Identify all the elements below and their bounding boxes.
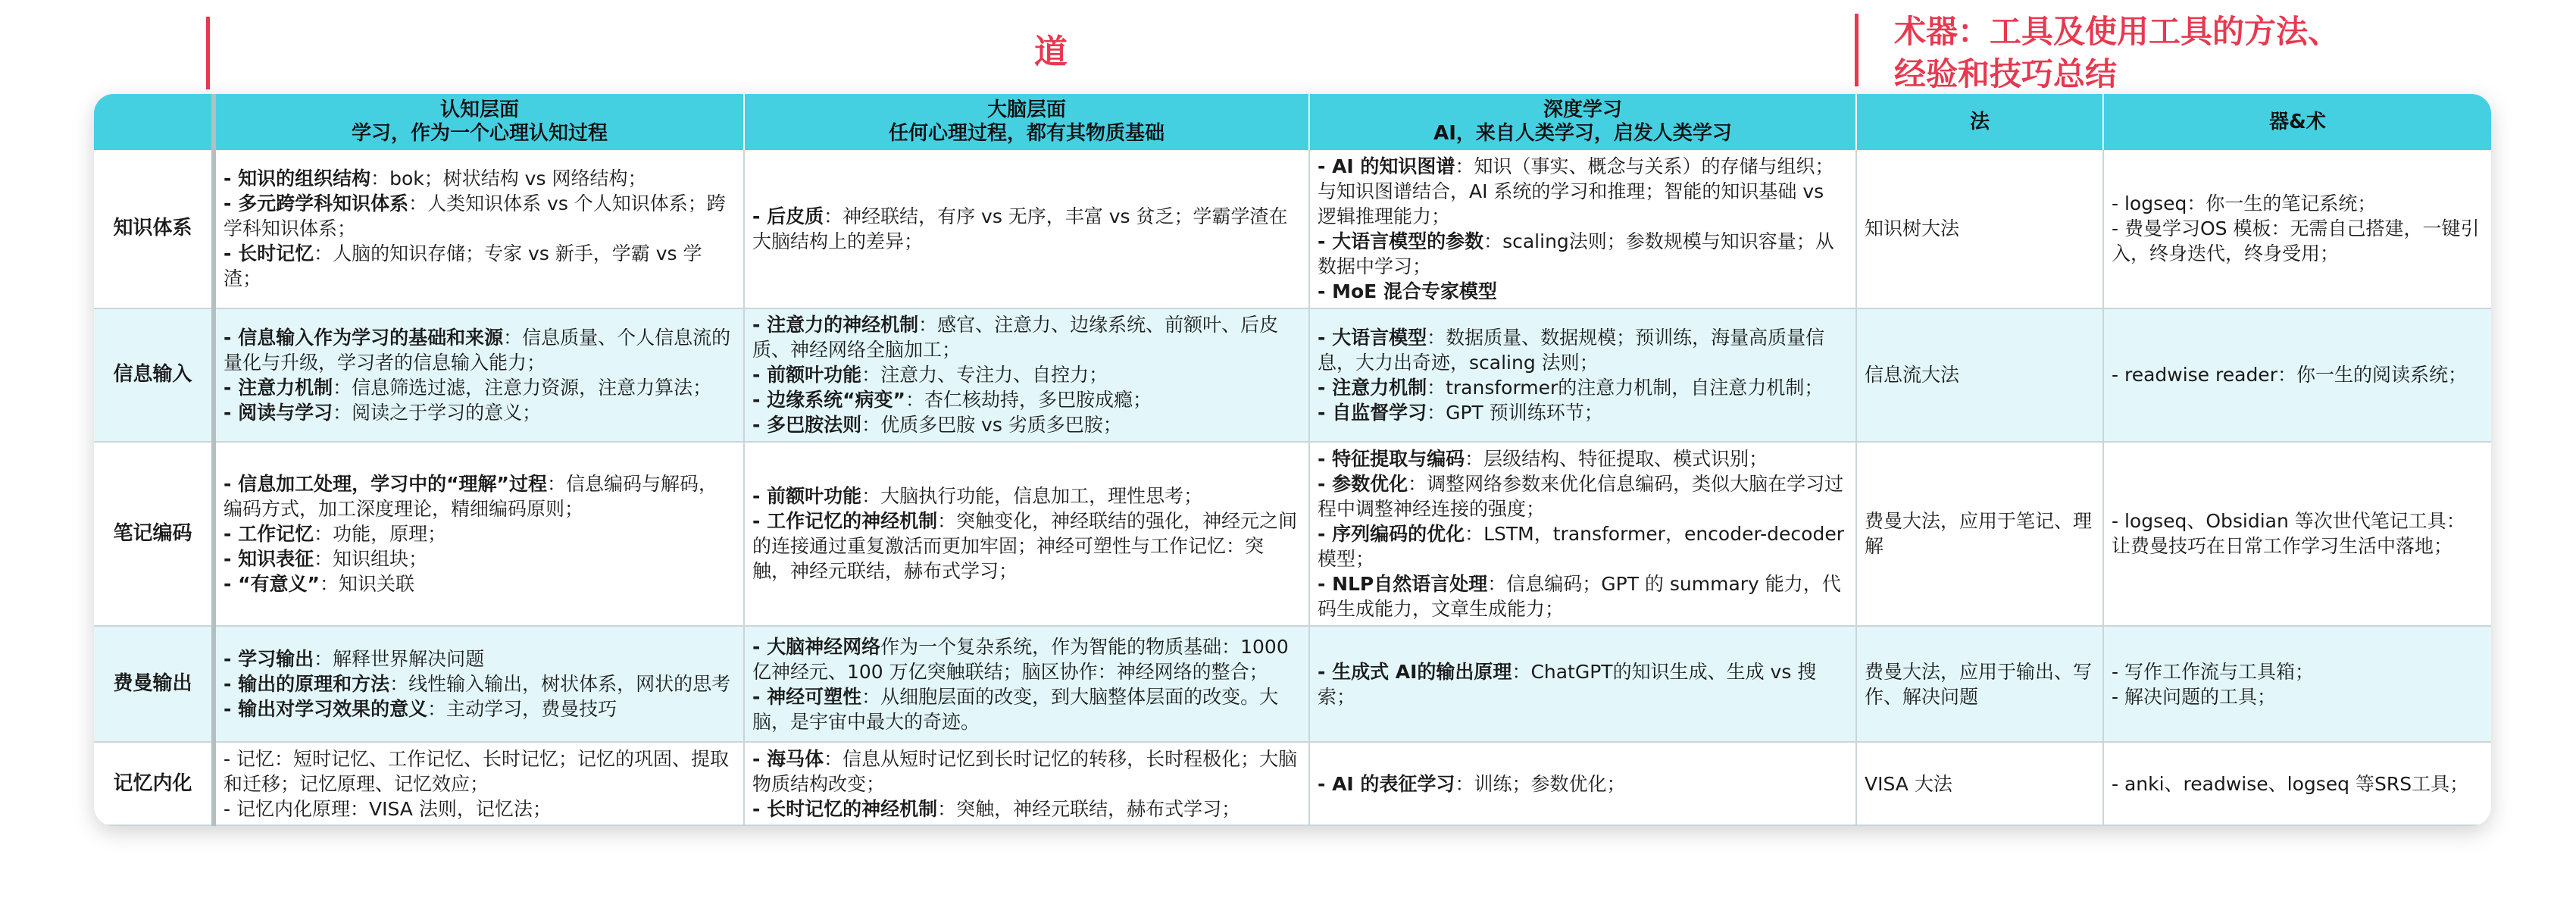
cell-line-text: - logseq：你一生的笔记系统； <box>2112 192 2377 215</box>
cell-line-text: - 记忆内化原理：VISA 法则，记忆法； <box>224 797 552 820</box>
cell-line-text: ：信息质量、个人信息流的量化与升级，学习者的信息输入能力； <box>224 326 731 374</box>
cell-line-term: - “有意义” <box>224 572 320 595</box>
cell-line <box>1318 375 1848 400</box>
cell-line-term: - 边缘系统“病变” <box>752 389 905 411</box>
cell-line-term: - NLP自然语言处理 <box>1318 572 1488 595</box>
row-label: 信息输入 <box>94 308 214 442</box>
cell-line-text: ：信息编码与解码，编码方式，加工深度理论，精细编码原则； <box>224 472 717 520</box>
cell-line <box>2112 771 2484 796</box>
cell-line <box>1318 400 1848 425</box>
cell-line-text: - logseq、Obsidian 等次世代笔记工具：让费曼技巧在日常工作学习生活中落地； <box>2112 510 2465 558</box>
cell-fa: VISA 大法 <box>1856 742 2103 825</box>
cell-line-text: ：知识组块； <box>314 547 428 570</box>
cell-cognitive <box>214 626 744 742</box>
header-corner <box>94 94 214 150</box>
cell-line-text: ：调整网络参数来优化信息编码，类似大脑在学习过程中调整神经连接的强度； <box>1318 472 1844 520</box>
cell-line-text: ：感官、注意力、边缘系统、前额叶、后皮质、神经网络全脑加工； <box>752 314 1279 361</box>
cell-dl <box>1309 442 1856 626</box>
cell-dl <box>1309 626 1856 742</box>
cell-line-text: ：数据质量、数据规模；预训练，海量高质量信息，大力出奇迹，scaling 法则； <box>1318 326 1825 374</box>
cell-line <box>224 671 736 696</box>
row-label: 费曼输出 <box>94 626 214 742</box>
cell-qishu <box>2103 150 2491 308</box>
cell-line-text: ：线性输入输出，树状体系，网状的思考 <box>389 673 731 695</box>
cell-line-term: - 阅读与学习 <box>224 401 333 424</box>
header-qishu <box>2103 94 2491 150</box>
cell-line <box>2112 191 2484 216</box>
cell-fa: 信息流大法 <box>1856 308 2103 442</box>
cell-line-term: - MoE 混合专家模型 <box>1318 280 1497 302</box>
cell-line <box>1318 325 1848 375</box>
header-fa <box>1856 94 2103 150</box>
cell-line <box>1318 446 1848 471</box>
table-row <box>94 626 2491 742</box>
cell-line-text: ：ChatGPT的知识生成、生成 vs 搜索； <box>1318 660 1817 708</box>
cell-line-text: ：知识（事实、概念与关系）的存储与组织；与知识图谱结合，AI 系统的学习和推理；智能的知识基础 vs 逻辑推理能力； <box>1318 155 1834 227</box>
cell-line <box>224 191 736 241</box>
cell-line-text: ：人脑的知识存储；专家 vs 新手，学霸 vs 学渣； <box>224 243 702 290</box>
row-label: 记忆内化 <box>94 742 214 825</box>
cell-line <box>1318 659 1848 709</box>
cell-line-term: - 注意力机制 <box>1318 376 1427 399</box>
cell-qishu <box>2103 626 2491 742</box>
cell-line <box>2112 509 2484 559</box>
shuqi-annotation: 术器：工具及使用工具的方法、经验和技巧总结 <box>1894 13 2340 92</box>
cell-line-term: - 序列编码的优化 <box>1318 522 1465 545</box>
header-deep-learning <box>1309 94 1856 150</box>
cell-line <box>752 796 1301 821</box>
cell-line-term: - 海马体 <box>752 747 824 770</box>
cell-dl <box>1309 150 1856 308</box>
cell-line <box>224 241 736 291</box>
cell-line <box>224 400 736 425</box>
left-red-marker <box>206 17 210 89</box>
cell-line-text: ：注意力、专注力、自控力； <box>861 364 1108 386</box>
cell-line <box>752 312 1301 362</box>
cell-line <box>752 362 1301 387</box>
cell-qishu <box>2103 742 2491 825</box>
cell-line-term: - 工作记忆 <box>224 522 314 545</box>
cell-fa: 知识树大法 <box>1856 150 2103 308</box>
cell-line-term: - 神经可塑性 <box>752 685 862 708</box>
cell-qishu <box>2103 308 2491 442</box>
cell-line <box>224 796 736 821</box>
cell-line <box>752 684 1301 734</box>
cell-line-text: - 写作工作流与工具箱； <box>2112 660 2314 683</box>
cell-line-text: ：信息从短时记忆到长时记忆的转移，长时程极化；大脑物质结构改变； <box>752 747 1298 795</box>
header-qishu-title: 器&术 <box>2269 110 2326 133</box>
header-brain-subtitle: 任何心理过程，都有其物质基础 <box>888 122 1165 145</box>
cell-line-term: - AI 的表征学习 <box>1318 772 1455 795</box>
cell-line-term: - 输出对学习效果的意义 <box>224 698 428 720</box>
cell-line-text: ：大脑执行功能，信息加工，理性思考； <box>861 485 1203 508</box>
cell-cognitive <box>214 442 744 626</box>
framework-table <box>94 94 2491 826</box>
cell-line-text: ：scaling法则；参数规模与知识容量；从数据中学习； <box>1318 230 1834 277</box>
table-body <box>94 150 2491 825</box>
header-cognitive-title: 认知层面 <box>439 99 519 121</box>
dao-annotation: 道 <box>1034 33 1068 71</box>
cell-line-text: ：GPT 预训练环节； <box>1427 401 1603 424</box>
cell-line-text: ：阅读之于学习的意义； <box>333 401 542 424</box>
cell-line-text: ：transformer的注意力机制，自注意力机制； <box>1427 376 1824 399</box>
cell-line-term: - 前额叶功能 <box>752 485 862 508</box>
row-label: 笔记编码 <box>94 442 214 626</box>
cell-line-text: ：知识关联 <box>319 572 414 595</box>
cell-line-term: - 信息加工处理，学习中的“理解”过程 <box>224 472 547 495</box>
cell-line <box>752 746 1301 796</box>
cell-line <box>1318 279 1848 304</box>
cell-line <box>224 646 736 671</box>
cell-line <box>224 325 736 375</box>
cell-line-term: - 知识的组织结构 <box>224 167 371 190</box>
cell-line-text: ：人类知识体系 vs 个人知识体系；跨学科知识体系； <box>224 192 726 240</box>
table-row <box>94 742 2491 825</box>
cell-line-term: - 自监督学习 <box>1318 401 1427 424</box>
cell-line-text: ：突触，神经元联结，赫布式学习； <box>937 797 1241 820</box>
cell-line-text: - anki、readwise、logseq 等SRS工具； <box>2112 772 2469 795</box>
cell-line-term: - 信息输入作为学习的基础和来源 <box>224 326 504 349</box>
cell-line <box>1318 154 1848 229</box>
cell-dl <box>1309 742 1856 825</box>
cell-cognitive <box>214 308 744 442</box>
cell-brain <box>744 626 1309 742</box>
cell-line-text: ：神经联结，有序 vs 无序，丰富 vs 贫乏；学霸学渣在大脑结构上的差异； <box>752 205 1288 252</box>
cell-brain <box>744 308 1309 442</box>
cell-line <box>752 509 1301 584</box>
header-fa-title: 法 <box>1969 110 1990 133</box>
cell-line-term: - 前额叶功能 <box>752 364 862 386</box>
cell-line-term: - 学习输出 <box>224 648 314 670</box>
cell-line-term: - 大语言模型 <box>1318 326 1427 349</box>
cell-line-text: ：LSTM，transformer，encoder-decoder 模型； <box>1318 522 1844 570</box>
cell-line <box>224 746 736 796</box>
cell-line <box>752 204 1301 254</box>
cell-brain <box>744 442 1309 626</box>
table-header-row <box>94 94 2491 150</box>
cell-fa: 费曼大法，应用于输出、写作、解决问题 <box>1856 626 2103 742</box>
cell-line <box>2112 216 2484 266</box>
cell-line-text: - 解决问题的工具； <box>2112 685 2276 708</box>
cell-line <box>224 166 736 191</box>
cell-qishu <box>2103 442 2491 626</box>
cell-line-term: - 参数优化 <box>1318 472 1408 495</box>
cell-line <box>1318 471 1848 521</box>
cell-line <box>224 521 736 546</box>
cell-cognitive <box>214 150 744 308</box>
cell-line-term: - 输出的原理和方法 <box>224 673 390 695</box>
cell-line <box>224 546 736 571</box>
cell-line-term: - 知识表征 <box>224 547 314 570</box>
cell-line-text: ：训练；参数优化； <box>1455 772 1626 795</box>
cell-line <box>1318 229 1848 279</box>
cell-line-term: - 多巴胺法则 <box>752 414 862 437</box>
cell-line-term: - 特征提取与编码 <box>1318 447 1465 470</box>
cell-line-text: - 记忆：短时记忆、工作记忆、长时记忆；记忆的巩固、提取和迁移；记忆原理、记忆效应； <box>224 747 729 795</box>
cell-line-text: ：信息筛选过滤，注意力资源，注意力算法； <box>333 376 712 399</box>
cell-line <box>752 412 1301 437</box>
learning-framework-table <box>94 94 2491 826</box>
header-brain <box>744 94 1309 150</box>
cell-line <box>2112 684 2484 709</box>
cell-fa: 费曼大法，应用于笔记、理解 <box>1856 442 2103 626</box>
cell-line <box>1318 571 1848 621</box>
cell-dl <box>1309 308 1856 442</box>
cell-line-text: ：解释世界解决问题 <box>314 648 485 670</box>
cell-line-text: ：信息编码；GPT 的 summary 能力，代码生成能力，文章生成能力； <box>1318 572 1841 620</box>
header-dl-subtitle: AI，来自人类学习，启发人类学习 <box>1433 122 1732 145</box>
header-cognitive <box>214 94 744 150</box>
cell-line <box>224 375 736 400</box>
cell-line-text: ：优质多巴胺 vs 劣质多巴胺； <box>861 414 1122 437</box>
cell-brain <box>744 742 1309 825</box>
cell-line <box>224 471 736 521</box>
cell-line-text: ：功能，原理； <box>314 522 447 545</box>
cell-line-term: - 大脑神经网络 <box>752 635 881 658</box>
table-row <box>94 442 2491 626</box>
cell-line <box>1318 771 1848 796</box>
header-brain-title: 大脑层面 <box>986 99 1066 121</box>
cell-line-term: - 长时记忆的神经机制 <box>752 797 938 820</box>
cell-line-term: - 生成式 AI的输出原理 <box>1318 660 1512 683</box>
cell-line-text: 作为一个复杂系统，作为智能的物质基础：1000亿神经元、100 万亿突触联结；脑区协作：神经网络的整合； <box>752 635 1289 683</box>
cell-line-term: - 后皮质 <box>752 205 824 227</box>
cell-line-text: - readwise reader：你一生的阅读系统； <box>2112 364 2467 386</box>
cell-line-text: ：突触变化，神经联结的强化，神经元之间的连接通过重复激活而更加牢固；神经可塑性与工作记忆：突触，神经元联结，赫布式学习； <box>752 510 1298 583</box>
cell-line-text: ：bok；树状结构 vs 网络结构； <box>370 167 647 190</box>
cell-line-text: ：主动学习，费曼技巧 <box>427 698 617 720</box>
header-dl-title: 深度学习 <box>1543 99 1622 121</box>
cell-line <box>224 696 736 721</box>
cell-line-term: - 大语言模型的参数 <box>1318 230 1484 252</box>
cell-line <box>224 571 736 596</box>
table-row <box>94 150 2491 308</box>
cell-line-term: - 长时记忆 <box>224 243 314 265</box>
cell-cognitive <box>214 742 744 825</box>
cell-line-term: - AI 的知识图谱 <box>1318 155 1455 177</box>
cell-line-term: - 多元跨学科知识体系 <box>224 192 409 215</box>
cell-line-term: - 注意力机制 <box>224 376 333 399</box>
cell-line-text: ：层级结构、特征提取、模式识别； <box>1465 447 1768 470</box>
table-row <box>94 308 2491 442</box>
cell-line <box>752 387 1301 412</box>
cell-line <box>1318 521 1848 571</box>
cell-line <box>2112 659 2484 684</box>
cell-line-text: ：从细胞层面的改变，到大脑整体层面的改变。大脑，是宇宙中最大的奇迹。 <box>752 685 1279 733</box>
cell-line-text: - 费曼学习OS 模板：无需自己搭建，一键引入，终身迭代，终身受用； <box>2112 217 2480 265</box>
cell-brain <box>744 150 1309 308</box>
row-label: 知识体系 <box>94 150 214 308</box>
right-red-marker <box>1855 14 1859 86</box>
cell-line-term: - 工作记忆的神经机制 <box>752 510 938 533</box>
cell-line <box>752 634 1301 684</box>
header-cognitive-subtitle: 学习，作为一个心理认知过程 <box>351 122 608 145</box>
cell-line <box>2112 362 2484 387</box>
cell-line-text: ：杏仁核劫持，多巴胺成瘾； <box>905 389 1152 411</box>
cell-line <box>752 483 1301 509</box>
cell-line-term: - 注意力的神经机制 <box>752 314 919 336</box>
